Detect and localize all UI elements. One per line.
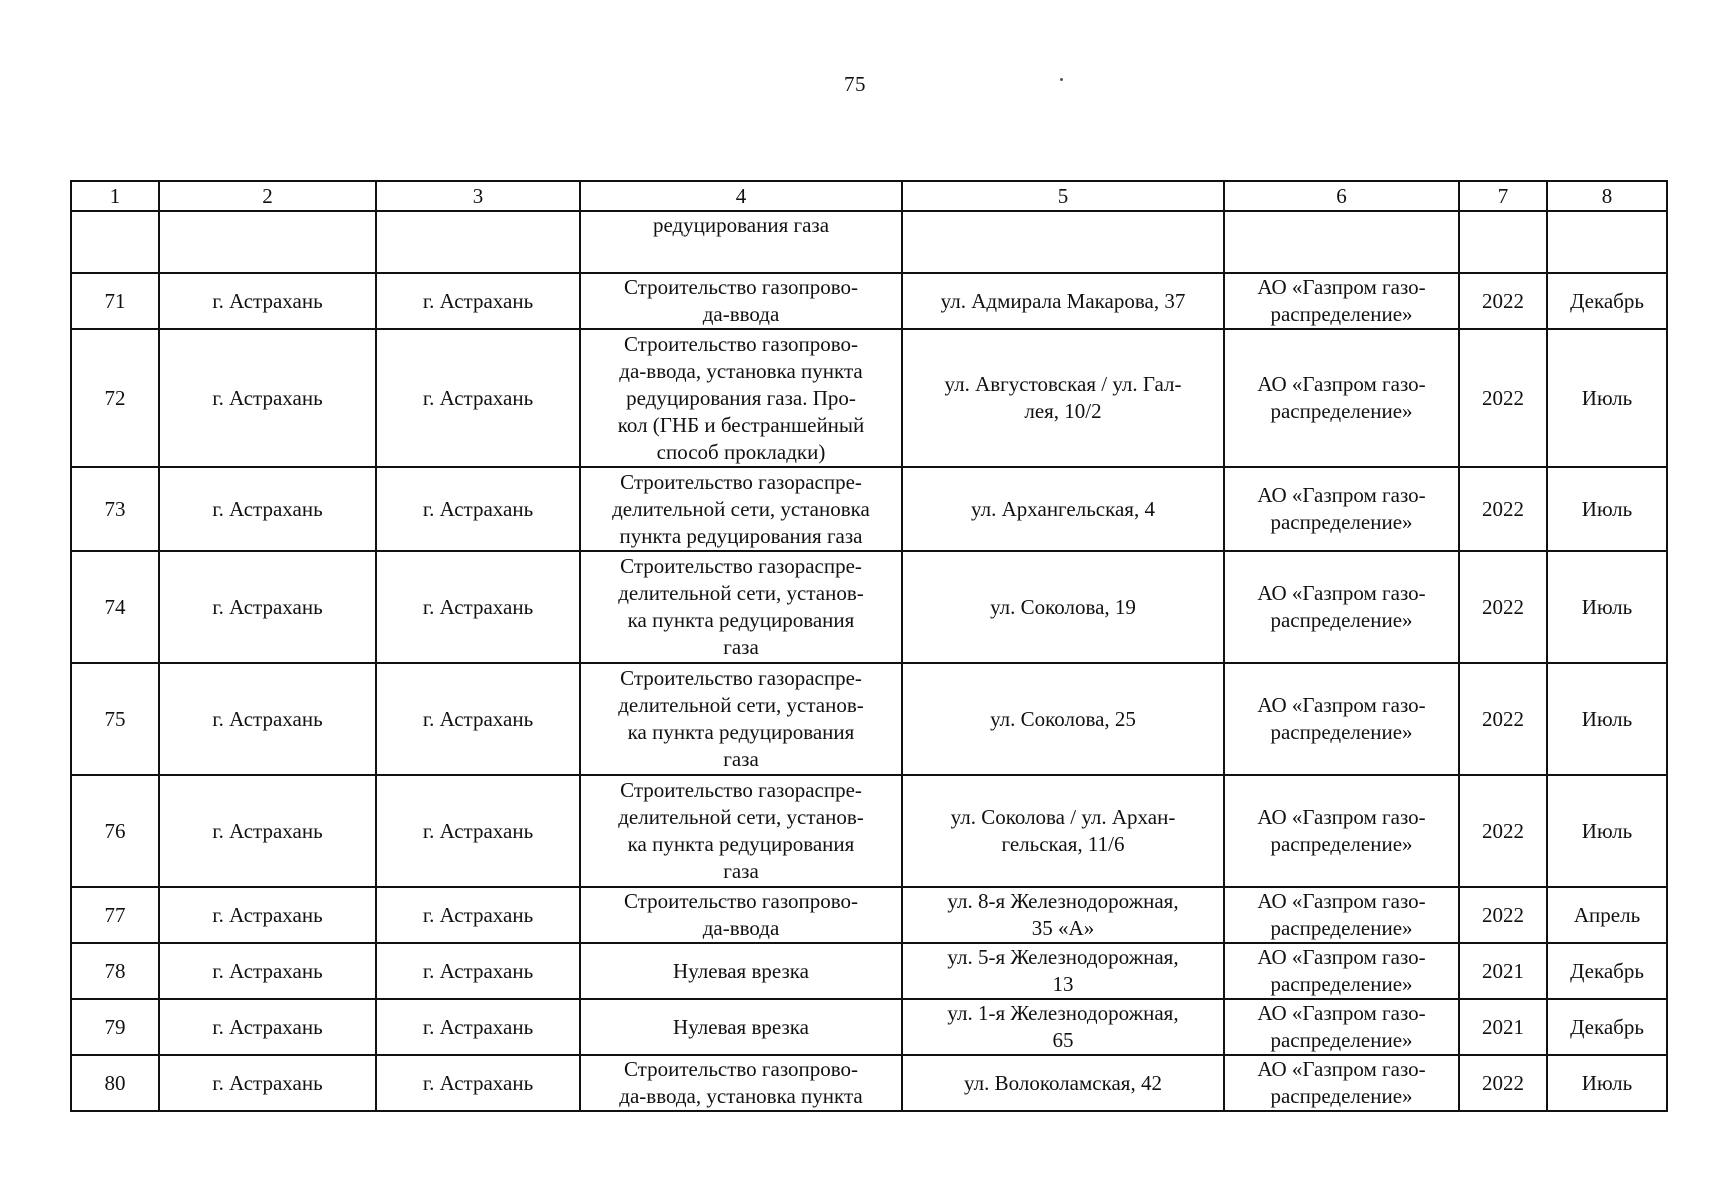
cell-organization: АО «Газпром газо- распределение» bbox=[1224, 943, 1459, 999]
cell-settlement: г. Астрахань bbox=[376, 943, 580, 999]
cell-region: г. Астрахань bbox=[159, 1055, 376, 1111]
table-row bbox=[71, 1055, 1667, 1111]
cell-work-description: Строительство газопрово- да-ввода bbox=[580, 887, 902, 943]
cell-organization: АО «Газпром газо- распределение» bbox=[1224, 273, 1459, 329]
cell-empty bbox=[1547, 211, 1667, 273]
cell-region: г. Астрахань bbox=[159, 273, 376, 329]
cell-organization: АО «Газпром газо- распределение» bbox=[1224, 329, 1459, 467]
column-header-2: 2 bbox=[159, 181, 376, 211]
column-header-4: 4 bbox=[580, 181, 902, 211]
cell-settlement: г. Астрахань bbox=[376, 775, 580, 887]
cell-month: Июль bbox=[1547, 551, 1667, 663]
cell-region: г. Астрахань bbox=[159, 467, 376, 551]
table-row bbox=[71, 775, 1667, 887]
cell-organization: АО «Газпром газо- распределение» bbox=[1224, 467, 1459, 551]
cell-number: 72 bbox=[71, 329, 159, 467]
cell-organization: АО «Газпром газо- распределение» bbox=[1224, 551, 1459, 663]
table-row bbox=[71, 943, 1667, 999]
cell-work-description: Нулевая врезка bbox=[580, 999, 902, 1055]
cell-settlement: г. Астрахань bbox=[376, 467, 580, 551]
cell-settlement: г. Астрахань bbox=[376, 999, 580, 1055]
cell-work-description: Строительство газораспре- делительной сети, установ- ка пункта редуцирования газа bbox=[580, 663, 902, 775]
cell-address: ул. 8-я Железнодорожная, 35 «А» bbox=[902, 887, 1224, 943]
cell-region: г. Астрахань bbox=[159, 663, 376, 775]
cell-work-description: Строительство газораспре- делительной сети, установ- ка пункта редуцирования газа bbox=[580, 551, 902, 663]
cell-region: г. Астрахань bbox=[159, 999, 376, 1055]
cell-region: г. Астрахань bbox=[159, 775, 376, 887]
scan-dot bbox=[1060, 78, 1063, 81]
cell-address: ул. Адмирала Макарова, 37 bbox=[902, 273, 1224, 329]
cell-work-description: Строительство газопрово- да-ввода bbox=[580, 273, 902, 329]
cell-settlement: г. Астрахань bbox=[376, 887, 580, 943]
table-row bbox=[71, 273, 1667, 329]
column-header-7: 7 bbox=[1459, 181, 1547, 211]
cell-month: Декабрь bbox=[1547, 273, 1667, 329]
cell-region: г. Астрахань bbox=[159, 887, 376, 943]
cell-empty bbox=[1224, 211, 1459, 273]
cell-month: Июль bbox=[1547, 329, 1667, 467]
cell-address: ул. 5-я Железнодорожная, 13 bbox=[902, 943, 1224, 999]
cell-year: 2022 bbox=[1459, 467, 1547, 551]
cell-address: ул. Волоколамская, 42 bbox=[902, 1055, 1224, 1111]
cell-settlement: г. Астрахань bbox=[376, 273, 580, 329]
column-header-1: 1 bbox=[71, 181, 159, 211]
cell-work-description: Строительство газораспре- делительной сети, установка пункта редуцирования газа bbox=[580, 467, 902, 551]
cell-empty bbox=[902, 211, 1224, 273]
table-row bbox=[71, 467, 1667, 551]
cell-settlement: г. Астрахань bbox=[376, 551, 580, 663]
table-row bbox=[71, 329, 1667, 467]
column-header-5: 5 bbox=[902, 181, 1224, 211]
cell-region: г. Астрахань bbox=[159, 943, 376, 999]
cell-month: Декабрь bbox=[1547, 999, 1667, 1055]
cell-year: 2022 bbox=[1459, 273, 1547, 329]
cell-number: 71 bbox=[71, 273, 159, 329]
cell-settlement: г. Астрахань bbox=[376, 329, 580, 467]
continuation-row bbox=[71, 211, 1667, 273]
schedule-table bbox=[70, 180, 1668, 1112]
cell-region: г. Астрахань bbox=[159, 329, 376, 467]
cell-month: Декабрь bbox=[1547, 943, 1667, 999]
cell-settlement: г. Астрахань bbox=[376, 663, 580, 775]
cell-work-description: Строительство газопрово- да-ввода, установка пункта редуцирования газа. Про- кол (ГНБ и бестраншейный способ прокладки) bbox=[580, 329, 902, 467]
cell-number: 74 bbox=[71, 551, 159, 663]
cell-work-description: Строительство газораспре- делительной сети, установ- ка пункта редуцирования газа bbox=[580, 775, 902, 887]
cell-number: 75 bbox=[71, 663, 159, 775]
cell-organization: АО «Газпром газо- распределение» bbox=[1224, 999, 1459, 1055]
column-header-3: 3 bbox=[376, 181, 580, 211]
column-header-6: 6 bbox=[1224, 181, 1459, 211]
cell-month: Июль bbox=[1547, 663, 1667, 775]
cell-address: ул. Архангельская, 4 bbox=[902, 467, 1224, 551]
cell-organization: АО «Газпром газо- распределение» bbox=[1224, 663, 1459, 775]
cell-organization: АО «Газпром газо- распределение» bbox=[1224, 887, 1459, 943]
cell-address: ул. 1-я Железнодорожная, 65 bbox=[902, 999, 1224, 1055]
cell-year: 2022 bbox=[1459, 775, 1547, 887]
cell-empty bbox=[159, 211, 376, 273]
cell-work-description: Строительство газопрово- да-ввода, установка пункта bbox=[580, 1055, 902, 1111]
cell-work-description: Нулевая врезка bbox=[580, 943, 902, 999]
cell-address: ул. Соколова, 25 bbox=[902, 663, 1224, 775]
cell-month: Июль bbox=[1547, 467, 1667, 551]
cell-month: Апрель bbox=[1547, 887, 1667, 943]
cell-empty bbox=[376, 211, 580, 273]
cell-empty bbox=[71, 211, 159, 273]
cell-year: 2021 bbox=[1459, 999, 1547, 1055]
column-header-8: 8 bbox=[1547, 181, 1667, 211]
cell-number: 78 bbox=[71, 943, 159, 999]
table-row bbox=[71, 663, 1667, 775]
page-number: 75 bbox=[844, 72, 866, 96]
cell-month: Июль bbox=[1547, 775, 1667, 887]
cell-address: ул. Соколова, 19 bbox=[902, 551, 1224, 663]
cell-number: 76 bbox=[71, 775, 159, 887]
cell-year: 2022 bbox=[1459, 551, 1547, 663]
cell-number: 79 bbox=[71, 999, 159, 1055]
cell-settlement: г. Астрахань bbox=[376, 1055, 580, 1111]
header-row bbox=[71, 181, 1667, 211]
cell-number: 80 bbox=[71, 1055, 159, 1111]
cell-number: 73 bbox=[71, 467, 159, 551]
cell-organization: АО «Газпром газо- распределение» bbox=[1224, 1055, 1459, 1111]
cell-address: ул. Августовская / ул. Гал- лея, 10/2 bbox=[902, 329, 1224, 467]
cell-year: 2022 bbox=[1459, 887, 1547, 943]
table-row bbox=[71, 887, 1667, 943]
cell-region: г. Астрахань bbox=[159, 551, 376, 663]
cell-number: 77 bbox=[71, 887, 159, 943]
cell-month: Июль bbox=[1547, 1055, 1667, 1111]
cell-year: 2022 bbox=[1459, 1055, 1547, 1111]
cell-organization: АО «Газпром газо- распределение» bbox=[1224, 775, 1459, 887]
table-body bbox=[71, 211, 1667, 1111]
table-row bbox=[71, 551, 1667, 663]
cell-year: 2021 bbox=[1459, 943, 1547, 999]
cell-work-continuation: редуцирования газа bbox=[580, 211, 902, 273]
cell-empty bbox=[1459, 211, 1547, 273]
table-header bbox=[71, 181, 1667, 211]
cell-year: 2022 bbox=[1459, 329, 1547, 467]
cell-year: 2022 bbox=[1459, 663, 1547, 775]
table-row bbox=[71, 999, 1667, 1055]
cell-address: ул. Соколова / ул. Архан- гельская, 11/6 bbox=[902, 775, 1224, 887]
